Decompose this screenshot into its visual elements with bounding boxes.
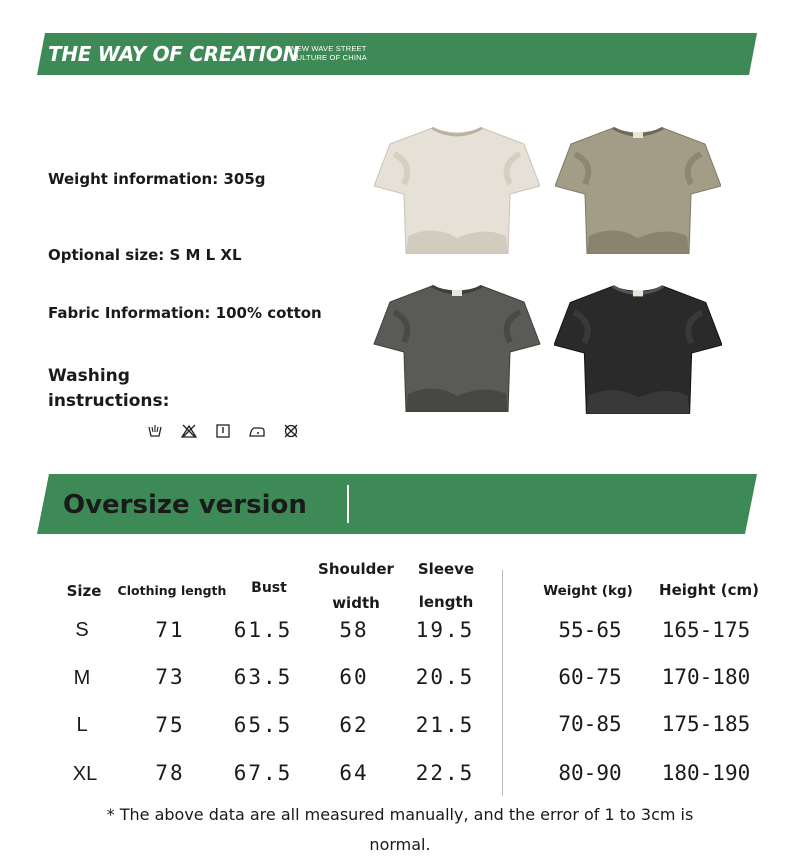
iron-low-icon bbox=[249, 423, 265, 439]
cell-length: 78 bbox=[155, 761, 185, 785]
no-tumble-dry-icon bbox=[181, 423, 197, 439]
oversize-title: Oversize version bbox=[63, 490, 307, 520]
cell-bust: 65.5 bbox=[233, 713, 293, 737]
cell-sleeve: 20.5 bbox=[415, 665, 475, 689]
cell-weight: 60-75 bbox=[558, 665, 622, 689]
cell-height: 165-175 bbox=[661, 618, 751, 642]
text-cursor bbox=[347, 485, 349, 523]
cell-bust: 63.5 bbox=[233, 665, 293, 689]
cell-sleeve: 21.5 bbox=[415, 713, 475, 737]
tshirt-khaki-image bbox=[555, 124, 721, 258]
banner-subtitle bbox=[291, 45, 367, 62]
cell-sleeve: 19.5 bbox=[415, 618, 475, 642]
cell-length: 75 bbox=[155, 713, 185, 737]
header-weight: Weight (kg) bbox=[543, 583, 633, 599]
header-sleeve-length: length bbox=[418, 593, 474, 611]
cell-shoulder: 62 bbox=[339, 713, 369, 737]
cell-size: L bbox=[76, 714, 88, 736]
no-dry-clean-icon bbox=[283, 423, 299, 439]
header-size: Size bbox=[66, 582, 102, 600]
cell-height: 180-190 bbox=[661, 761, 751, 785]
cell-height: 170-180 bbox=[661, 665, 751, 689]
washing-label: Washing instructions: bbox=[48, 366, 170, 411]
header-bust: Bust bbox=[251, 580, 287, 596]
cell-length: 71 bbox=[155, 618, 185, 642]
tshirt-cream-image bbox=[374, 124, 540, 258]
cell-sleeve: 22.5 bbox=[415, 761, 475, 785]
header-sleeve: Sleeve bbox=[417, 560, 475, 578]
shirt-shape bbox=[374, 128, 540, 254]
cell-shoulder: 58 bbox=[339, 618, 369, 642]
tshirt-grey-image bbox=[373, 282, 541, 416]
cell-shoulder: 64 bbox=[339, 761, 369, 785]
size-options: Optional size: S M L XL bbox=[48, 246, 242, 264]
table-divider bbox=[502, 570, 503, 796]
fabric-info: Fabric Information: 100% cotton bbox=[48, 304, 322, 322]
tshirt-black-image bbox=[554, 282, 722, 418]
cell-weight: 55-65 bbox=[558, 618, 622, 642]
banner-title: THE WAY OF CREATION bbox=[48, 42, 300, 66]
header-shoulder: Shoulder bbox=[318, 560, 394, 578]
cell-length: 73 bbox=[155, 665, 185, 689]
banner-subtitle-line1: NEW WAVE STREET bbox=[291, 44, 367, 53]
top-banner bbox=[37, 33, 757, 75]
header-height: Height (cm) bbox=[659, 581, 759, 599]
banner-subtitle-line2: CULTURE OF CHINA bbox=[291, 52, 367, 62]
cell-size: XL bbox=[72, 763, 98, 785]
cell-bust: 61.5 bbox=[233, 618, 293, 642]
cell-weight: 70-85 bbox=[558, 712, 622, 736]
cell-weight: 80-90 bbox=[558, 761, 622, 785]
header-shoulder-width: width bbox=[332, 594, 380, 612]
header-clothing-length: Clothing length bbox=[117, 583, 227, 598]
line-dry-icon bbox=[215, 423, 231, 439]
weight-info: Weight information: 305g bbox=[48, 170, 266, 188]
cell-size: M bbox=[73, 667, 91, 689]
cell-size: S bbox=[75, 619, 89, 641]
cell-shoulder: 60 bbox=[339, 665, 369, 689]
cell-bust: 67.5 bbox=[233, 761, 293, 785]
cell-height: 175-185 bbox=[661, 712, 751, 736]
measurement-footnote: * The above data are all measured manually, and the error of 1 to 3cm is normal. bbox=[106, 805, 694, 854]
hand-wash-icon bbox=[147, 423, 163, 439]
oversize-banner bbox=[37, 474, 757, 534]
